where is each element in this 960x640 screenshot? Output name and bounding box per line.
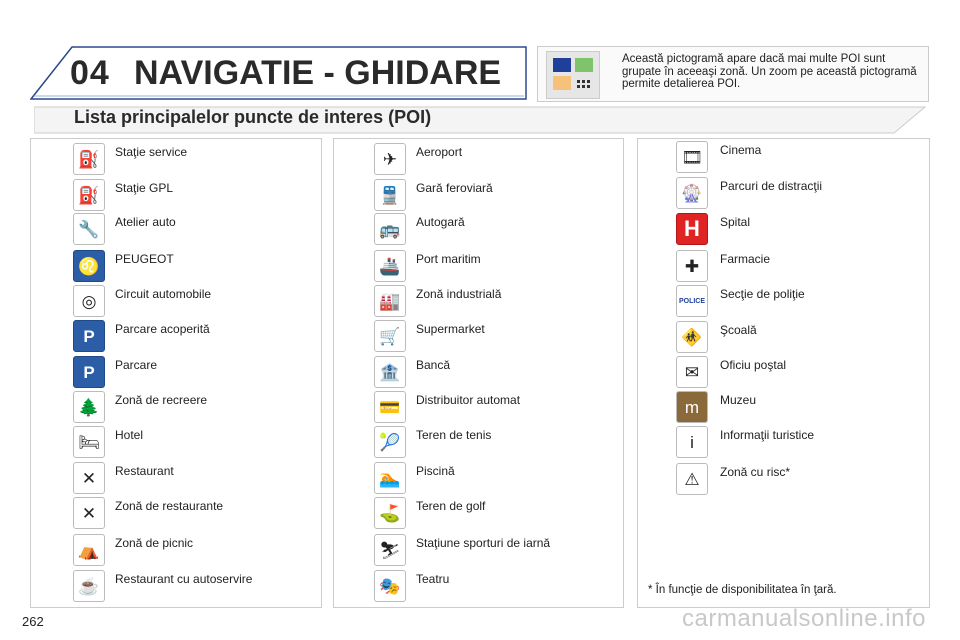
poi-list-item [31, 285, 321, 317]
restaurant-area-icon: ✕ [73, 497, 105, 529]
poi-list-item [31, 320, 321, 352]
poi-list-item [638, 285, 929, 317]
poi-list-item [638, 356, 929, 388]
parking-icon: P [73, 356, 105, 388]
post-office-icon: ✉ [676, 356, 708, 388]
poi-label: Zonă cu risc* [720, 465, 791, 479]
poi-label: Zonă industrială [416, 287, 502, 301]
poi-label: Zonă de picnic [115, 536, 194, 550]
fuel-pump-icon: ⛽ [73, 143, 105, 175]
poi-label: Restaurant [115, 464, 174, 478]
poi-list-item [334, 497, 623, 529]
covered-parking-icon: P [73, 320, 105, 352]
poi-label: Staţie GPL [115, 181, 174, 195]
poi-list-item [334, 320, 623, 352]
poi-list-item [334, 426, 623, 458]
section-subtitle: Lista principalelor puncte de interes (POI) [74, 107, 432, 127]
poi-column-3 [637, 138, 930, 608]
train-station-icon: 🚆 [374, 179, 406, 211]
poi-list-item [31, 250, 321, 282]
chapter-title: NAVIGATIE - GHIDARE [134, 54, 502, 92]
police-icon: POLICE [676, 285, 708, 317]
golf-icon: ⛳ [374, 497, 406, 529]
airport-icon: ✈ [374, 143, 406, 175]
poi-list-item [638, 213, 929, 245]
poi-label: Secţie de poliţie [720, 287, 805, 301]
race-circuit-icon: ◎ [73, 285, 105, 317]
ski-resort-icon: ⛷ [374, 534, 406, 566]
poi-list-item [334, 250, 623, 282]
poi-label: Teren de golf [416, 499, 486, 513]
poi-label: Teatru [416, 572, 450, 586]
footnote: * În funcţie de disponibilitatea în ţară. [648, 584, 837, 596]
restaurant-icon: ✕ [73, 462, 105, 494]
poi-column-1 [30, 138, 322, 608]
peugeot-lion-icon: ♌ [73, 250, 105, 282]
poi-list-item [31, 426, 321, 458]
poi-label: Restaurant cu autoservire [115, 572, 253, 586]
gpl-station-icon: ⛽ [73, 179, 105, 211]
tennis-icon: 🎾 [374, 426, 406, 458]
poi-label: Distribuitor automat [416, 393, 521, 407]
poi-label: Gară feroviară [416, 181, 493, 195]
poi-label: Supermarket [416, 322, 485, 336]
cafeteria-icon: ☕ [73, 570, 105, 602]
poi-list-item [638, 250, 929, 282]
picnic-area-icon: ⛺ [73, 534, 105, 566]
cinema-film-icon: 🎞 [676, 141, 708, 173]
poi-list-item [334, 391, 623, 423]
poi-label: PEUGEOT [115, 252, 174, 266]
poi-list-item [638, 177, 929, 209]
poi-list-item [638, 463, 929, 495]
shopping-cart-icon: 🛒 [374, 320, 406, 352]
recreation-area-icon: 🌲 [73, 391, 105, 423]
poi-label: Parcare acoperită [115, 322, 210, 336]
poi-list-item [638, 426, 929, 458]
swimming-icon: 🏊 [374, 462, 406, 494]
hotel-bed-icon: 🛏 [73, 426, 105, 458]
poi-list-item [638, 391, 929, 423]
poi-group-icon [546, 51, 600, 99]
atm-icon: 💳 [374, 391, 406, 423]
poi-label: Informaţii turistice [720, 428, 815, 442]
poi-label: Port maritim [416, 252, 481, 266]
note-text: Această pictogramă apare dacă mai multe POI sunt grupate în aceeaşi zonă. Un zoom pe această pictogramă permite detalierea POI. [622, 53, 917, 90]
poi-list-item [334, 143, 623, 175]
pharmacy-cross-icon: ✚ [676, 250, 708, 282]
poi-list-item [31, 143, 321, 175]
poi-label: Atelier auto [115, 215, 176, 229]
watermark: carmanualsonline.info [682, 605, 926, 632]
poi-list-item [31, 356, 321, 388]
poi-label: Aeroport [416, 145, 463, 159]
note-box [537, 46, 929, 102]
poi-label: Piscină [416, 464, 455, 478]
poi-list-item [31, 534, 321, 566]
poi-list-item [334, 285, 623, 317]
theatre-icon: 🎭 [374, 570, 406, 602]
tourist-info-icon: i [676, 426, 708, 458]
danger-zone-icon: ⚠ [676, 463, 708, 495]
poi-label: Circuit automobile [115, 287, 212, 301]
poi-label: Staţie service [115, 145, 188, 159]
poi-label: Cinema [720, 143, 762, 157]
poi-list-item [31, 570, 321, 602]
poi-label: Parcuri de distracţii [720, 179, 823, 193]
poi-label: Hotel [115, 428, 144, 442]
poi-list-item [334, 179, 623, 211]
poi-list-item [334, 213, 623, 245]
poi-list-item [31, 497, 321, 529]
poi-label: Spital [720, 215, 751, 229]
poi-label: Autogară [416, 215, 465, 229]
poi-label: Şcoală [720, 323, 757, 337]
poi-label: Zonă de restaurante [115, 499, 224, 513]
poi-label: Bancă [416, 358, 451, 372]
poi-column-2 [333, 138, 624, 608]
bank-icon: 🏦 [374, 356, 406, 388]
bus-station-icon: 🚌 [374, 213, 406, 245]
poi-label: Farmacie [720, 252, 771, 266]
poi-list-item [334, 534, 623, 566]
poi-label: Oficiu poştal [720, 358, 787, 372]
poi-label: Zonă de recreere [115, 393, 208, 407]
poi-label: Staţiune sporturi de iarnă [416, 536, 551, 550]
poi-list-item [334, 356, 623, 388]
poi-list-item [638, 321, 929, 353]
industrial-zone-icon: 🏭 [374, 285, 406, 317]
poi-list-item [638, 141, 929, 173]
school-icon: 🚸 [676, 321, 708, 353]
amusement-park-icon: 🎡 [676, 177, 708, 209]
poi-list-item [31, 462, 321, 494]
poi-list-item [31, 179, 321, 211]
poi-label: Teren de tenis [416, 428, 492, 442]
hospital-icon: H [676, 213, 708, 245]
poi-list-item [334, 462, 623, 494]
poi-list-item [31, 391, 321, 423]
poi-label: Parcare [115, 358, 158, 372]
seaport-icon: 🚢 [374, 250, 406, 282]
chapter-header [30, 46, 527, 100]
poi-list-item [334, 570, 623, 602]
museum-icon: m [676, 391, 708, 423]
wrench-icon: 🔧 [73, 213, 105, 245]
page-number: 262 [22, 614, 44, 629]
chapter-number: 04 [70, 54, 110, 92]
poi-list-item [31, 213, 321, 245]
poi-label: Muzeu [720, 393, 757, 407]
